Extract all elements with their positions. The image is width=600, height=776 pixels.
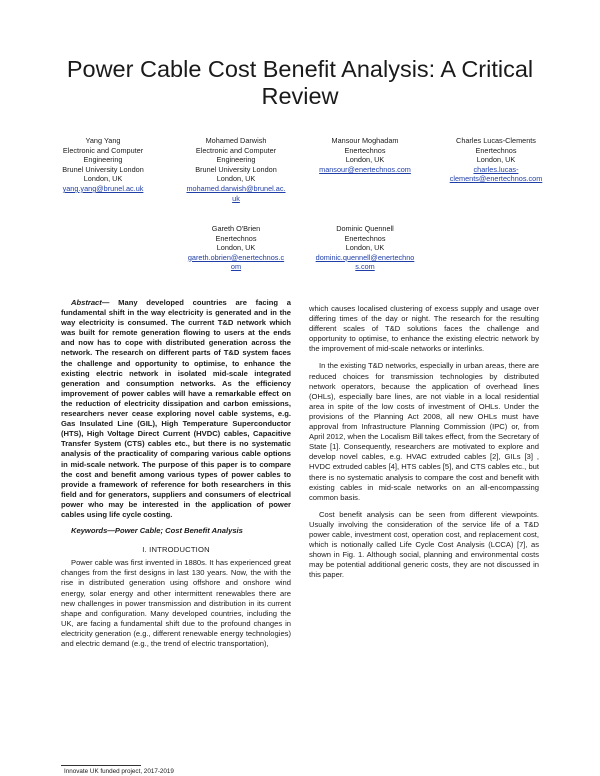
author-email-link[interactable]: gareth.obrien@enertechnos.c (187, 252, 285, 262)
author-block-2 (171, 136, 301, 203)
author-affiliation: Enertechnos (344, 145, 386, 155)
keywords: Keywords—Power Cable; Cost Benefit Analysis (71, 526, 243, 536)
author-affiliation: London, UK (216, 174, 256, 184)
author-affiliation: Enertechnos (215, 233, 257, 243)
author-affiliation: London, UK (83, 174, 123, 184)
author-affiliation: Engineering (216, 155, 256, 165)
paper-title: Power Cable Cost Benefit Analysis: A Critical Review (66, 56, 534, 109)
abstract-text: Many developed countries are facing a fundamental shift in the way electricity is generated and in the way electricity is consumed. The current T&D network which was built for remote generation flowing to users at the ends and now has to cope with distributed generation across the network. The research on different parts of T&D system faces the challenge and opportunity to optimise, to enhance the existing electric network in isolated mid-scale integrated generation and consumption networks. As the efficiency improvement of power cables will have a remarkable effect on the reduction of electricity dissipation and carbon emissions, researchers never cease exploring novel cable systems, e.g. Gas Insulated Line (GIL), High Temperature Superconductor (HTS), High Voltage Direct Current (HVDC) cables, Capacitive Transfer System (CTS) cables etc., but there is no systematic analysis of the practicality of comparing various cable options in mid-scale network. The purpose of this paper is to compare the cost and benefit among various types of power cables to provide a framework of reference for both researchers in this field and for generators, suppliers and consumers of electrical power who may be interested in the application of power cables using life cycle costing. (61, 298, 291, 519)
right-column (309, 304, 539, 580)
footnote: Innovate UK funded project, 2017-2019 (64, 768, 174, 775)
author-affiliation: Electronic and Computer (62, 145, 144, 155)
author-block-4 (431, 136, 561, 184)
author-name: Mohamed Darwish (205, 136, 267, 145)
intro-paragraph-1: Power cable was first invented in 1880s. It has experienced great changes from the first designs in last 130 years. Now, the with the rise in distributed generation using offshore and onshore wind energy, solar energy and other intermittent renewables there are new challenges in power transmission and distribution in its current shape and configuration. Many developed countries, including the UK, are facing a fundamental shift due to the profound changes in electricity generation (e.g., different renewable energy technologies) and electric demand (e.g., the trend of electric transportation), (61, 558, 291, 648)
author-affiliation: London, UK (476, 155, 516, 165)
author-affiliation: Brunel University London (195, 164, 277, 174)
author-name: Dominic Quennell (336, 224, 394, 233)
intro-paragraph-continued: which causes localised clustering of excess supply and usage over differing times of the day or night. The research for the resulting different scales of T&D solutions faces the challenge and opportunity to optimise, to enhance the existing electric network by the improvement of mid-scale networks or interlinks. (309, 304, 539, 354)
author-affiliation: Engineering (83, 155, 123, 165)
author-affiliation: Brunel University London (62, 164, 144, 174)
author-affiliation: Electronic and Computer (195, 145, 277, 155)
intro-paragraph-2: In the existing T&D networks, especially in urban areas, there are reduced choices for transmission technologies by distributed network operators, because the application of overhead lines (OHLs), especially bare lines, are not viable in a local residential area in spite of the low costs of investment of OHLs. Under the provisions of the Planning Act 2008, all new OHLs must have approval from Infrastructure Planning Commission (IPC) or, from April 2012, when the Localism Bill takes effect, from the Secretary of State [1]. Consequently, researchers are motivated to explore and develop novel cables, e.g. HVAC extruded cables [2], GILs [3] , HVDC extruded cables [4], HTS cables [5], and CTS cables etc., but there is no systematic analysis to compare the cost and benefit with existing cables in mid-scale networks on an all-encompassing common basis. (309, 361, 539, 502)
author-block-6 (300, 224, 430, 272)
abstract-lead: Abstract— (71, 298, 110, 307)
author-block-1 (38, 136, 168, 194)
author-affiliation: London, UK (216, 243, 256, 253)
footnote-divider (61, 765, 141, 766)
author-email-link[interactable]: yang.yang@brunel.ac.uk (62, 183, 144, 193)
intro-paragraph-3: Cost benefit analysis can be seen from different viewpoints. Usually involving the consideration of the service life of a T&D power cable, investment cost, operation cost, and replacement cost, which is notionally called Life Cycle Cost Analysis (LCCA) [7], as shown in Fig. 1. Although social, planning and environmental costs may be potential additional generic costs, they are not discussed in this paper. (309, 509, 539, 580)
author-name: Yang Yang (85, 136, 121, 145)
author-email-link[interactable]: uk (232, 193, 240, 203)
author-name: Charles Lucas-Clements (456, 136, 536, 145)
author-affiliation: London, UK (345, 155, 385, 165)
author-name: Mansour Moghadam (331, 136, 399, 145)
author-email-link[interactable]: mansour@enertechnos.com (319, 164, 411, 174)
author-email-link[interactable]: clements@enertechnos.com (449, 174, 543, 184)
author-block-5 (171, 224, 301, 272)
author-email-link[interactable]: dominic.quennell@enertechno (315, 252, 415, 262)
author-affiliation: Enertechnos (344, 233, 386, 243)
author-affiliation: Enertechnos (475, 145, 517, 155)
author-email-link[interactable]: s.com (355, 262, 375, 272)
section-heading: I. INTRODUCTION (142, 545, 210, 555)
author-affiliation: London, UK (345, 243, 385, 253)
left-column (61, 298, 291, 649)
author-email-link[interactable]: om (230, 262, 242, 272)
author-email-link[interactable]: mohamed.darwish@brunel.ac. (186, 183, 286, 193)
abstract (61, 298, 291, 520)
author-name: Gareth O'Brien (211, 224, 261, 233)
author-block-3 (300, 136, 430, 174)
author-email-link[interactable]: charles.lucas- (473, 164, 519, 174)
